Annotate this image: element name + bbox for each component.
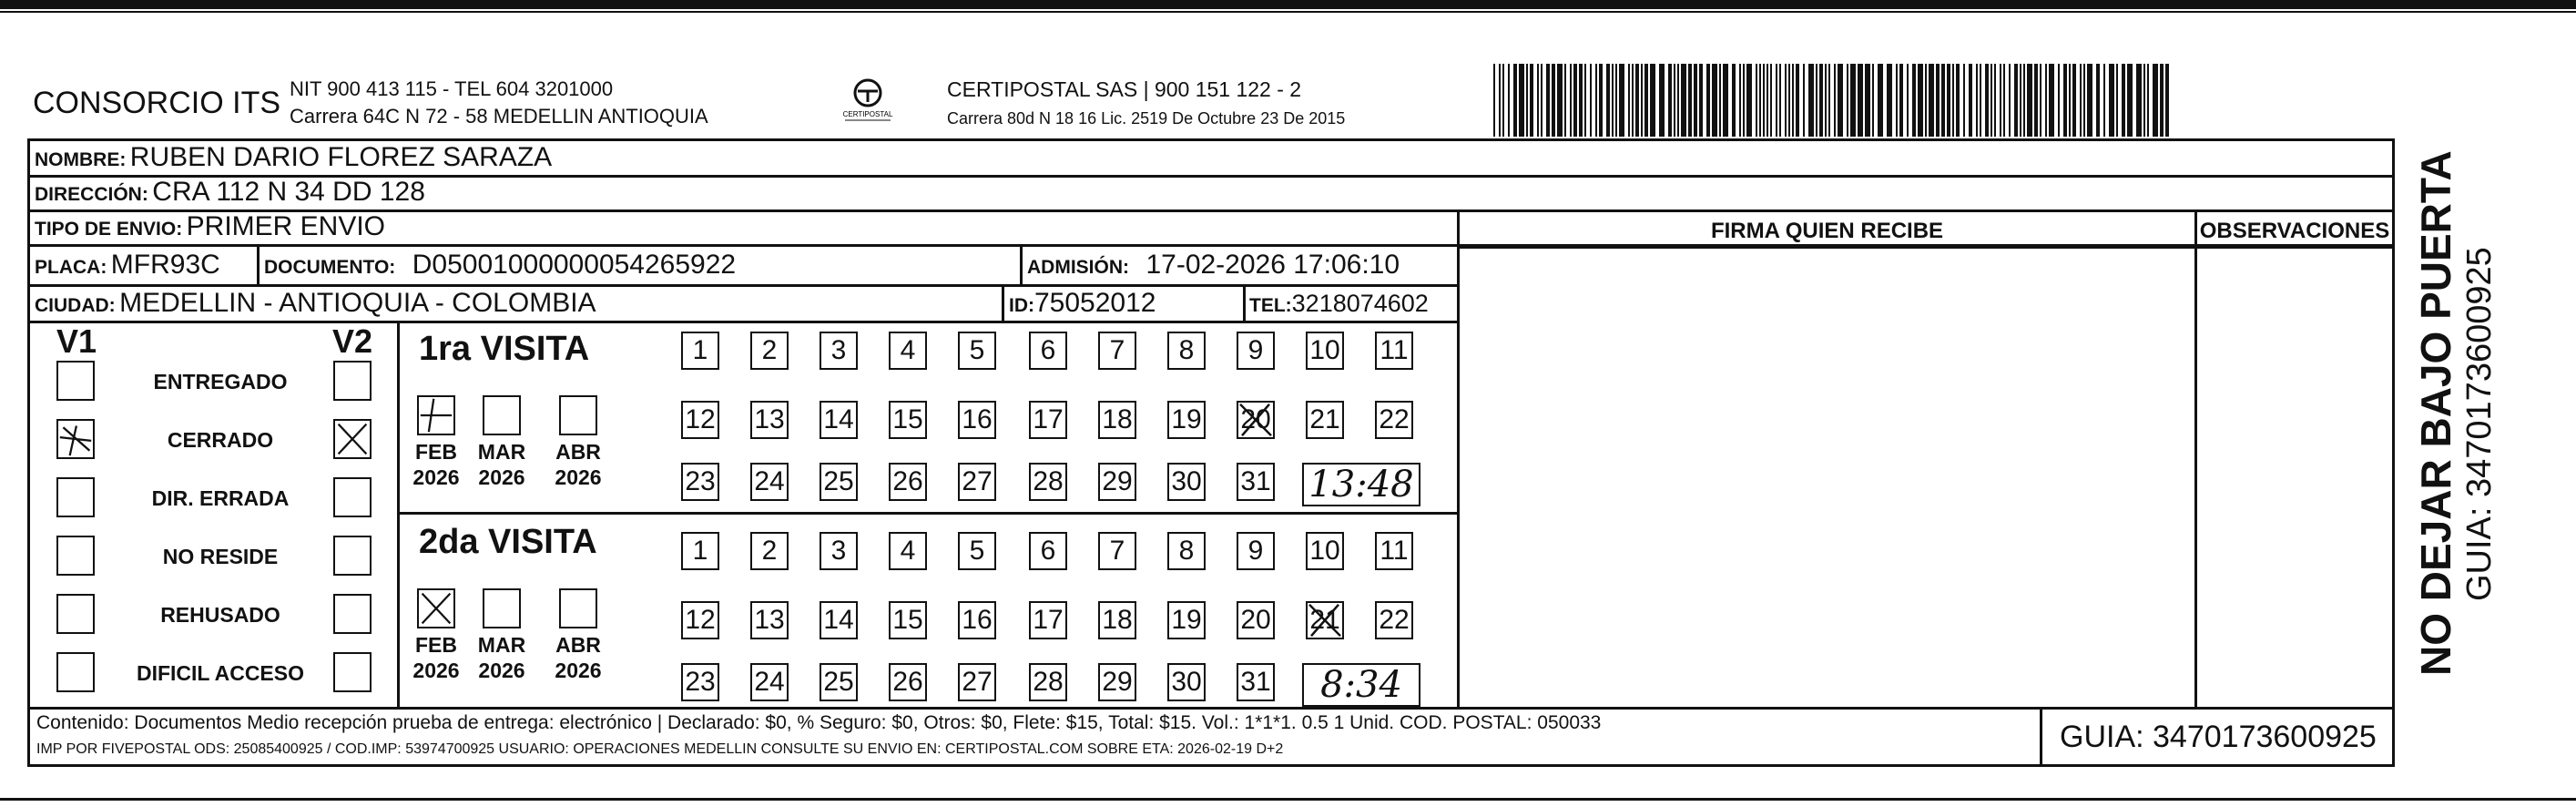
barcode-bar bbox=[1976, 64, 1978, 137]
barcode-bar bbox=[1985, 64, 1989, 137]
col-rule bbox=[2392, 138, 2395, 767]
admision-value: 17-02-2026 17:06:10 bbox=[1145, 250, 1400, 280]
visit2-day-box[interactable]: 13 bbox=[750, 601, 789, 639]
visit2-day-box[interactable]: 31 bbox=[1237, 663, 1275, 701]
visit1-day-box[interactable]: 30 bbox=[1167, 463, 1206, 501]
barcode-bar bbox=[1668, 64, 1672, 137]
visit2-month-name: FEB bbox=[415, 633, 457, 657]
visit2-day-box[interactable]: 7 bbox=[1098, 532, 1136, 570]
barcode-bar bbox=[1788, 64, 1790, 137]
visit2-day-box[interactable]: 15 bbox=[889, 601, 927, 639]
barcode-bar bbox=[1632, 64, 1634, 137]
col-rule bbox=[1243, 284, 1246, 322]
barcode-bar bbox=[1537, 64, 1539, 137]
visit1-month-year: 2026 bbox=[412, 465, 460, 489]
v2-checkbox-2[interactable] bbox=[333, 419, 372, 459]
visit2-day-box[interactable]: 17 bbox=[1029, 601, 1067, 639]
visit1-day-box[interactable]: 18 bbox=[1098, 401, 1136, 439]
barcode-bar bbox=[2034, 64, 2038, 137]
barcode-bar bbox=[2063, 64, 2067, 137]
id-value: 75052012 bbox=[1034, 288, 1156, 318]
barcode-bar bbox=[1743, 64, 1745, 137]
tipo-row bbox=[35, 211, 385, 242]
visit1-day-box[interactable]: 22 bbox=[1375, 401, 1413, 439]
barcode-bar bbox=[1825, 64, 1827, 137]
visit1-day-box[interactable]: 23 bbox=[681, 463, 719, 501]
visit1-day-box[interactable]: 14 bbox=[820, 401, 858, 439]
v1-checkbox-3[interactable] bbox=[56, 477, 95, 517]
barcode-bar bbox=[1865, 64, 1870, 137]
barcode-bar bbox=[1796, 64, 1799, 137]
observaciones-label: OBSERVACIONES bbox=[2199, 219, 2390, 243]
barcode-bar bbox=[2000, 64, 2001, 137]
visit1-month-checkbox[interactable] bbox=[559, 395, 597, 435]
barcode-bar bbox=[1557, 64, 1563, 137]
x-mark-icon bbox=[419, 590, 453, 627]
col-rule bbox=[2040, 707, 2042, 767]
barcode-bar bbox=[1635, 64, 1639, 137]
barcode-bar bbox=[1599, 64, 1603, 137]
v2-checkbox-4[interactable] bbox=[333, 536, 372, 576]
visit2-day-box[interactable]: 23 bbox=[681, 663, 719, 701]
visit1-day-box[interactable]: 20 bbox=[1237, 401, 1275, 439]
visit2-day-box[interactable]: 20 bbox=[1237, 601, 1275, 639]
barcode-bar bbox=[2072, 64, 2076, 137]
visit1-day-box[interactable]: 29 bbox=[1098, 463, 1136, 501]
v1-checkbox-4[interactable] bbox=[56, 536, 95, 576]
visit2-month-year: 2026 bbox=[478, 659, 525, 682]
certipostal-logo-icon bbox=[836, 77, 900, 124]
tel-value: 3218074602 bbox=[1291, 290, 1429, 317]
barcode-bar bbox=[1546, 64, 1550, 137]
barcode-bar bbox=[1763, 64, 1765, 137]
barcode-bar bbox=[1573, 64, 1577, 137]
status-option-label: DIR. ERRADA bbox=[151, 486, 290, 510]
barcode-bar bbox=[1994, 64, 1996, 137]
status-option-label: CERRADO bbox=[167, 428, 274, 452]
tel-cell bbox=[1249, 290, 1429, 318]
bottom-border bbox=[0, 798, 2576, 801]
visit1-day-box[interactable]: 8 bbox=[1167, 332, 1206, 370]
col-rule bbox=[257, 246, 260, 286]
barcode-bar bbox=[2009, 64, 2011, 137]
barcode-bar bbox=[1770, 64, 1772, 137]
barcode-bar bbox=[2020, 64, 2021, 137]
visit1-day-mark bbox=[1237, 401, 1275, 439]
barcode-bar bbox=[1606, 64, 1610, 137]
barcode-bar bbox=[1969, 64, 1972, 137]
visit1-day-box[interactable]: 9 bbox=[1237, 332, 1275, 370]
visit2-day-box[interactable]: 14 bbox=[820, 601, 858, 639]
barcode-bar bbox=[1719, 64, 1721, 137]
admision-label: ADMISIÓN: bbox=[1027, 257, 1129, 278]
v2-checkbox-6[interactable] bbox=[333, 652, 372, 692]
barcode-bar bbox=[1896, 64, 1898, 137]
barcode-bar bbox=[2116, 64, 2118, 137]
visit1-day-box[interactable]: 27 bbox=[958, 463, 996, 501]
barcode-bar bbox=[1947, 64, 1950, 137]
barcode-bar bbox=[1615, 64, 1617, 137]
barcode-bar bbox=[2027, 64, 2032, 137]
visit1-month-year: 2026 bbox=[555, 465, 602, 489]
barcode-bar bbox=[1878, 64, 1883, 137]
visit2-day-box[interactable]: 18 bbox=[1098, 601, 1136, 639]
v1-label: V1 bbox=[56, 322, 97, 360]
barcode-bar bbox=[2096, 64, 2100, 137]
visit1-day-box[interactable]: 16 bbox=[958, 401, 996, 439]
v1-checkbox-1[interactable] bbox=[56, 361, 95, 401]
visit2-day-box[interactable]: 4 bbox=[889, 532, 927, 570]
visit1-month-name: ABR bbox=[555, 440, 601, 464]
barcode-bar bbox=[1941, 64, 1945, 137]
firma-label: FIRMA QUIEN RECIBE bbox=[1710, 219, 1944, 243]
placa-value: MFR93C bbox=[110, 250, 220, 280]
barcode-bar bbox=[1644, 64, 1648, 137]
v2-checkbox-1[interactable] bbox=[333, 361, 372, 401]
visit2-day-box[interactable]: 12 bbox=[681, 601, 719, 639]
barcode-bar bbox=[1723, 64, 1728, 137]
status-option-label: REHUSADO bbox=[160, 603, 280, 627]
visit1-day-box[interactable]: 3 bbox=[820, 332, 858, 370]
barcode-bar bbox=[2122, 64, 2125, 137]
barcode-bar bbox=[1688, 64, 1692, 137]
barcode-bar bbox=[2080, 64, 2082, 137]
visit1-day-box[interactable]: 13 bbox=[750, 401, 789, 439]
visit1-month-checkbox[interactable] bbox=[417, 395, 455, 435]
v2-label: V2 bbox=[332, 322, 373, 360]
documento-label: DOCUMENTO: bbox=[264, 257, 396, 278]
barcode-bar bbox=[1918, 64, 1923, 137]
barcode bbox=[1493, 64, 2176, 138]
barcode-bar bbox=[1803, 64, 1805, 137]
barcode-bar bbox=[1739, 64, 1741, 137]
barcode-bar bbox=[1980, 64, 1981, 137]
barcode-bar bbox=[2003, 64, 2005, 137]
visit2-month-year: 2026 bbox=[412, 659, 460, 682]
documento-cell bbox=[264, 250, 736, 281]
sender-name: CONSORCIO ITS bbox=[33, 86, 281, 120]
barcode-bar bbox=[1991, 64, 1992, 137]
v2-checkbox-3[interactable] bbox=[333, 477, 372, 517]
barcode-bar bbox=[1956, 64, 1960, 137]
visit2-day-box[interactable]: 16 bbox=[958, 601, 996, 639]
x-mark-icon bbox=[419, 397, 453, 434]
visit2-day-box[interactable]: 28 bbox=[1029, 663, 1067, 701]
visit1-time-handwritten: 13:48 bbox=[1308, 464, 1414, 506]
barcode-bar bbox=[1541, 64, 1543, 137]
barcode-bar bbox=[1699, 64, 1703, 137]
carrier-line2: Carrera 80d N 18 16 Lic. 2519 De Octubre 23 De 2015 bbox=[947, 109, 1346, 128]
barcode-bar bbox=[1779, 64, 1781, 137]
visit1-month-checkbox[interactable] bbox=[483, 395, 521, 435]
visit1-day-box[interactable]: 21 bbox=[1306, 401, 1344, 439]
nombre-value: RUBEN DARIO FLOREZ SARAZA bbox=[129, 142, 553, 172]
visit2-month-year: 2026 bbox=[555, 659, 602, 682]
barcode-bar bbox=[2165, 64, 2169, 137]
sender-line1: NIT 900 413 115 - TEL 604 3201000 bbox=[290, 77, 614, 100]
col-rule bbox=[1002, 284, 1004, 322]
barcode-bar bbox=[2127, 64, 2133, 137]
side-warning: NO DEJAR BAJO PUERTA bbox=[2412, 150, 2459, 676]
barcode-bar bbox=[1712, 64, 1717, 137]
x-mark-icon bbox=[58, 421, 93, 457]
barcode-bar bbox=[1590, 64, 1592, 137]
tel-label: TEL: bbox=[1249, 295, 1292, 316]
barcode-bar bbox=[1872, 64, 1874, 137]
nombre-row bbox=[35, 142, 552, 173]
barcode-bar bbox=[1564, 64, 1566, 137]
v1-checkbox-6[interactable] bbox=[56, 652, 95, 692]
visit2-day-box[interactable]: 8 bbox=[1167, 532, 1206, 570]
direccion-value: CRA 112 N 34 DD 128 bbox=[152, 177, 425, 207]
visit2-day-box[interactable]: 10 bbox=[1306, 532, 1344, 570]
visit1-month-name: MAR bbox=[477, 440, 526, 464]
visit2-day-box[interactable]: 11 bbox=[1375, 532, 1413, 570]
placa-label: PLACA: bbox=[35, 257, 107, 278]
sender-line2: Carrera 64C N 72 - 58 MEDELLIN ANTIOQUIA bbox=[290, 105, 708, 128]
visit2-month-checkbox[interactable] bbox=[417, 588, 455, 628]
barcode-bar bbox=[1858, 64, 1863, 137]
barcode-bar bbox=[1785, 64, 1787, 137]
barcode-bar bbox=[1493, 64, 1495, 137]
visit2-day-box[interactable]: 29 bbox=[1098, 663, 1136, 701]
barcode-bar bbox=[1570, 64, 1572, 137]
visit2-month-checkbox[interactable] bbox=[559, 588, 597, 628]
barcode-bar bbox=[1584, 64, 1586, 137]
barcode-bar bbox=[2143, 64, 2145, 137]
barcode-bar bbox=[1936, 64, 1940, 137]
visit1-day-box[interactable]: 7 bbox=[1098, 332, 1136, 370]
visit2-day-box[interactable]: 6 bbox=[1029, 532, 1067, 570]
barcode-bar bbox=[2160, 64, 2164, 137]
visit2-month-name: ABR bbox=[555, 633, 601, 657]
ciudad-cell bbox=[35, 288, 596, 319]
barcode-bar bbox=[1513, 64, 1517, 137]
barcode-bar bbox=[1816, 64, 1817, 137]
barcode-bar bbox=[1628, 64, 1630, 137]
visit1-day-box[interactable]: 31 bbox=[1237, 463, 1275, 501]
barcode-bar bbox=[2040, 64, 2041, 137]
visit2-month-checkbox[interactable] bbox=[483, 588, 521, 628]
barcode-bar bbox=[1792, 64, 1794, 137]
carrier-line1: CERTIPOSTAL SAS | 900 151 122 - 2 bbox=[947, 77, 1302, 101]
barcode-bar bbox=[1619, 64, 1624, 137]
visit1-day-box[interactable]: 12 bbox=[681, 401, 719, 439]
x-mark-icon bbox=[1237, 401, 1275, 439]
barcode-bar bbox=[2109, 64, 2114, 137]
tipo-value: PRIMER ENVIO bbox=[186, 211, 386, 241]
barcode-bar bbox=[1732, 64, 1736, 137]
documento-value: D05001000000054265922 bbox=[412, 250, 737, 280]
footer-line2: IMP POR FIVEPOSTAL ODS: 25085400925 / COD.IMP: 53974700925 USUARIO: OPERACIONES MEDELLIN CONSULTE SU ENVIO EN: CERTIPOSTAL.COM SOBRE ETA: 2026-02-19 D+2 bbox=[36, 741, 1284, 757]
visit1-month-year: 2026 bbox=[478, 465, 525, 489]
barcode-bar bbox=[1756, 64, 1757, 137]
barcode-bar bbox=[1912, 64, 1916, 137]
visit1-day-box[interactable]: 4 bbox=[889, 332, 927, 370]
observaciones-area[interactable] bbox=[2197, 249, 2392, 707]
visit2-time-box[interactable] bbox=[1302, 663, 1420, 707]
barcode-bar bbox=[1925, 64, 1927, 137]
barcode-bar bbox=[1677, 64, 1679, 137]
visit1-day-box[interactable]: 28 bbox=[1029, 463, 1067, 501]
visit2-day-box[interactable]: 24 bbox=[750, 663, 789, 701]
v1-checkbox-2[interactable] bbox=[56, 419, 95, 459]
barcode-bar bbox=[2103, 64, 2105, 137]
visit1-day-box[interactable]: 25 bbox=[820, 463, 858, 501]
x-mark-icon bbox=[335, 421, 370, 457]
visit2-day-box[interactable]: 2 bbox=[750, 532, 789, 570]
visit1-day-box[interactable]: 24 bbox=[750, 463, 789, 501]
barcode-bar bbox=[1963, 64, 1965, 137]
ciudad-value: MEDELLIN - ANTIOQUIA - COLOMBIA bbox=[119, 288, 596, 318]
barcode-bar bbox=[2058, 64, 2060, 137]
visit1-day-box[interactable]: 17 bbox=[1029, 401, 1067, 439]
visit1-day-box[interactable]: 19 bbox=[1167, 401, 1206, 439]
carrier-logo bbox=[836, 77, 900, 124]
barcode-bar bbox=[1907, 64, 1909, 137]
placa-cell bbox=[35, 250, 220, 281]
barcode-bar bbox=[1759, 64, 1761, 137]
barcode-bar bbox=[1828, 64, 1830, 137]
visit1-day-box[interactable]: 5 bbox=[958, 332, 996, 370]
visit1-title: 1ra VISITA bbox=[419, 330, 590, 368]
visit1-day-box[interactable]: 1 bbox=[681, 332, 719, 370]
barcode-bar bbox=[1650, 64, 1655, 137]
visit2-day-mark bbox=[1306, 601, 1344, 639]
visit2-day-box[interactable]: 27 bbox=[958, 663, 996, 701]
v1-checkbox-5[interactable] bbox=[56, 594, 95, 634]
visit1-day-box[interactable]: 10 bbox=[1306, 332, 1344, 370]
barcode-bar bbox=[1595, 64, 1597, 137]
visit2-day-box[interactable]: 5 bbox=[958, 532, 996, 570]
visit1-day-box[interactable]: 26 bbox=[889, 463, 927, 501]
page-rule bbox=[0, 11, 2576, 13]
barcode-bar bbox=[1847, 64, 1848, 137]
visit2-day-box[interactable]: 21 bbox=[1306, 601, 1344, 639]
visit1-time-box[interactable] bbox=[1302, 463, 1420, 506]
barcode-bar bbox=[1612, 64, 1614, 137]
visit2-day-box[interactable]: 9 bbox=[1237, 532, 1275, 570]
firma-area[interactable] bbox=[1460, 249, 2194, 707]
barcode-bar bbox=[1530, 64, 1533, 137]
x-mark-icon bbox=[1306, 601, 1344, 639]
id-cell bbox=[1009, 288, 1156, 319]
visit2-title: 2da VISITA bbox=[419, 523, 597, 561]
barcode-bar bbox=[1552, 64, 1555, 137]
barcode-bar bbox=[2087, 64, 2092, 137]
visit2-day-box[interactable]: 25 bbox=[820, 663, 858, 701]
barcode-bar bbox=[1694, 64, 1697, 137]
col-rule bbox=[1020, 246, 1023, 286]
barcode-bar bbox=[1659, 64, 1665, 137]
admision-cell bbox=[1027, 250, 1400, 281]
visit1-day-box[interactable]: 2 bbox=[750, 332, 789, 370]
visit1-day-box[interactable]: 15 bbox=[889, 401, 927, 439]
barcode-bar bbox=[1819, 64, 1823, 137]
side-guia: GUIA: 3470173600925 bbox=[2460, 247, 2499, 601]
visit2-time-handwritten: 8:34 bbox=[1320, 664, 1402, 706]
visit2-day-box[interactable]: 30 bbox=[1167, 663, 1206, 701]
barcode-bar bbox=[2069, 64, 2071, 137]
visit2-day-box[interactable]: 22 bbox=[1375, 601, 1413, 639]
barcode-bar bbox=[1499, 64, 1501, 137]
barcode-bar bbox=[1929, 64, 1934, 137]
barcode-bar bbox=[2023, 64, 2025, 137]
visit2-day-box[interactable]: 1 bbox=[681, 532, 719, 570]
barcode-bar bbox=[1681, 64, 1686, 137]
visit2-day-box[interactable]: 3 bbox=[820, 532, 858, 570]
barcode-bar bbox=[1746, 64, 1752, 137]
visit-divider bbox=[397, 512, 1457, 515]
barcode-bar bbox=[1899, 64, 1903, 137]
barcode-bar bbox=[2014, 64, 2018, 137]
visit1-day-box[interactable]: 6 bbox=[1029, 332, 1067, 370]
visit2-day-box[interactable]: 19 bbox=[1167, 601, 1206, 639]
barcode-bar bbox=[1508, 64, 1510, 137]
barcode-bar bbox=[1850, 64, 1856, 137]
nombre-label: NOMBRE: bbox=[35, 149, 127, 170]
barcode-bar bbox=[1808, 64, 1814, 137]
barcode-bar bbox=[1706, 64, 1710, 137]
barcode-bar bbox=[1838, 64, 1843, 137]
visit2-month-name: MAR bbox=[477, 633, 526, 657]
barcode-bar bbox=[1502, 64, 1504, 137]
barcode-bar bbox=[1767, 64, 1768, 137]
v2-checkbox-5[interactable] bbox=[333, 594, 372, 634]
footer-guia: GUIA: 3470173600925 bbox=[2060, 720, 2377, 754]
barcode-bar bbox=[1776, 64, 1777, 137]
barcode-bar bbox=[2045, 64, 2047, 137]
barcode-bar bbox=[1887, 64, 1892, 137]
status-option-label: NO RESIDE bbox=[162, 545, 279, 568]
barcode-bar bbox=[1834, 64, 1836, 137]
visit1-month-name: FEB bbox=[415, 440, 457, 464]
barcode-bar bbox=[2083, 64, 2085, 137]
direccion-row bbox=[35, 177, 425, 208]
barcode-bar bbox=[1519, 64, 1524, 137]
barcode-bar bbox=[2049, 64, 2054, 137]
top-border bbox=[0, 0, 2576, 9]
barcode-bar bbox=[2136, 64, 2142, 137]
visit1-day-box[interactable]: 11 bbox=[1375, 332, 1413, 370]
barcode-bar bbox=[2153, 64, 2158, 137]
barcode-bar bbox=[2147, 64, 2149, 137]
tipo-label: TIPO DE ENVIO: bbox=[35, 219, 183, 240]
barcode-bar bbox=[1674, 64, 1675, 137]
footer-line1: Contenido: Documentos Medio recepción prueba de entrega: electrónico | Declarado: $0, % Seguro: $0, Otros: $0, Flete: $15, Total: $15. Vol.: 1*1*1. 0.5 1 Unid. COD. POSTAL: 050033 bbox=[36, 712, 1602, 733]
barcode-bar bbox=[1579, 64, 1583, 137]
svg-text:CERTIPOSTAL: CERTIPOSTAL bbox=[842, 110, 893, 118]
direccion-label: DIRECCIÓN: bbox=[35, 184, 148, 205]
status-option-label: ENTREGADO bbox=[153, 370, 288, 393]
visit2-day-box[interactable]: 26 bbox=[889, 663, 927, 701]
barcode-bar bbox=[1952, 64, 1954, 137]
barcode-bar bbox=[1641, 64, 1643, 137]
barcode-bar bbox=[1526, 64, 1528, 137]
ciudad-label: CIUDAD: bbox=[35, 295, 116, 316]
status-option-label: DIFICIL ACCESO bbox=[136, 661, 304, 685]
id-label: ID: bbox=[1009, 295, 1034, 316]
